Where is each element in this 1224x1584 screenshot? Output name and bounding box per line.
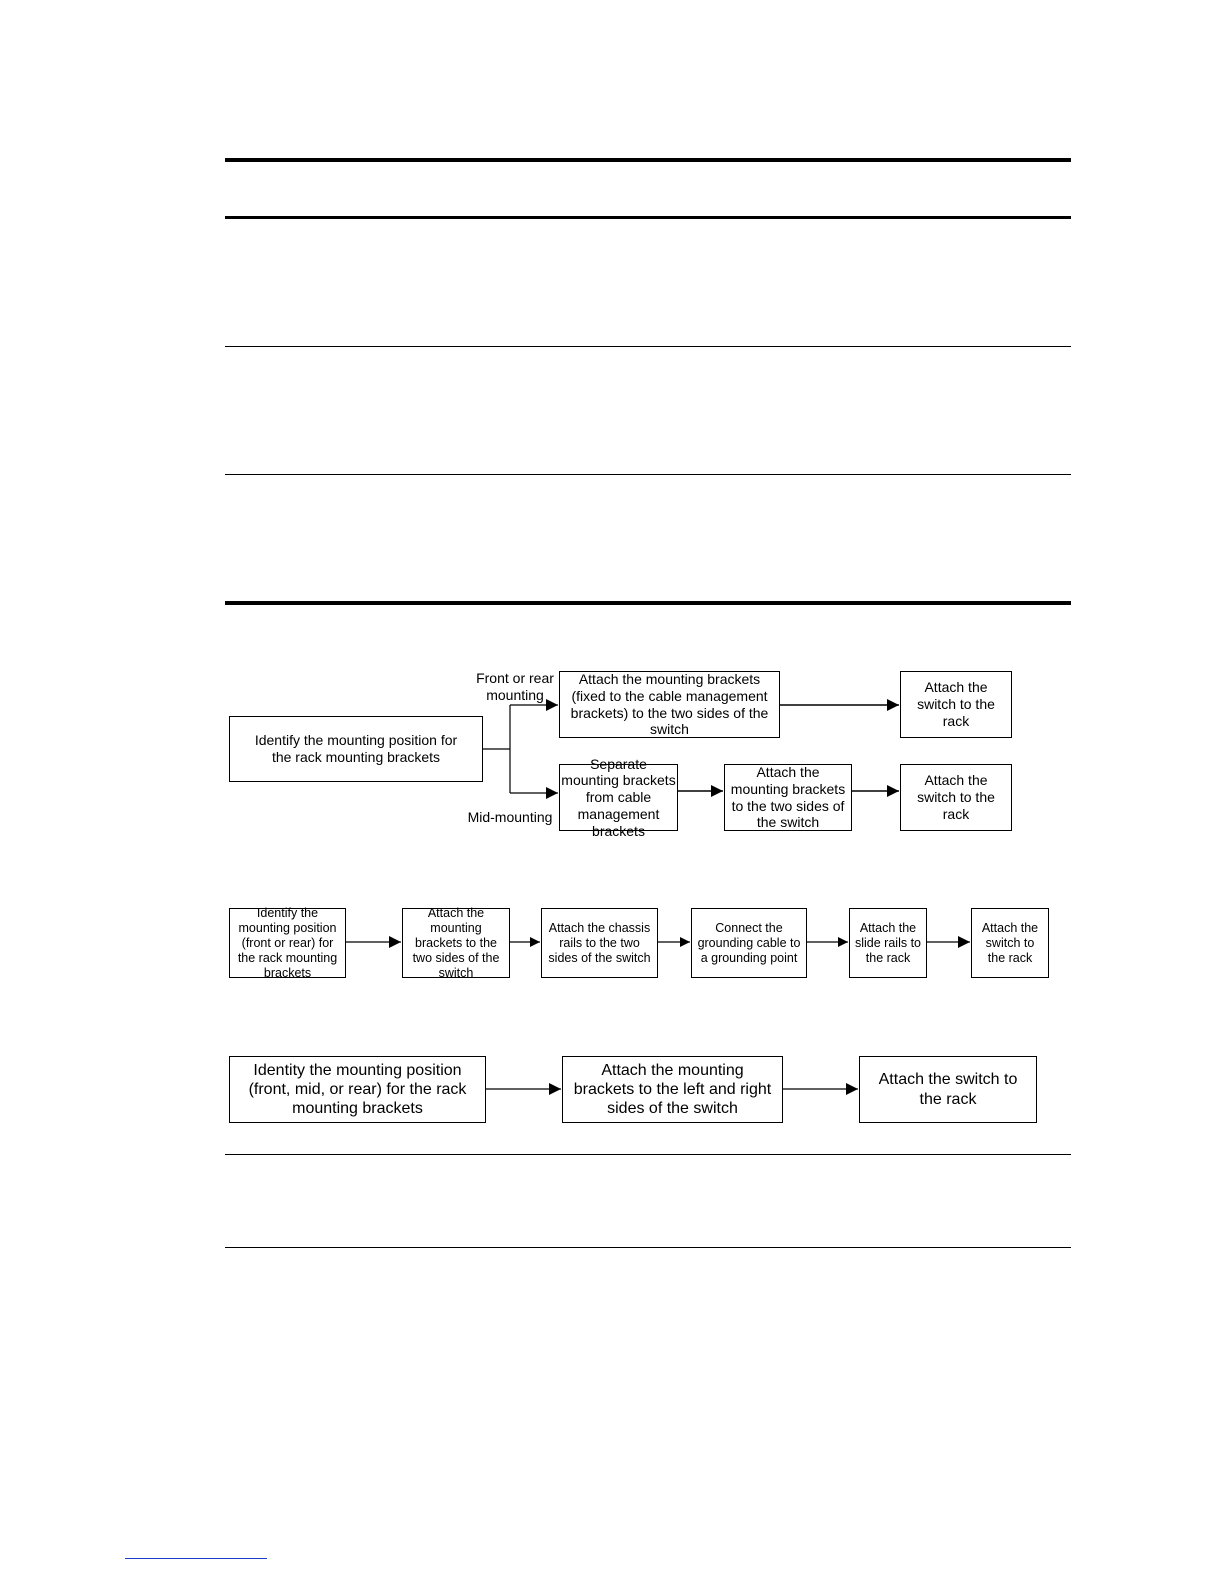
flow1-start-box: Identify the mounting position for the rack mounting brackets bbox=[229, 716, 483, 782]
flow1-front-rear-step2: Attach the switch to the rack bbox=[900, 671, 1012, 738]
flow3-step2: Attach the mounting brackets to the left and right sides of the switch bbox=[562, 1056, 783, 1123]
flow1-mid-step2: Attach the mounting brackets to the two sides of the switch bbox=[724, 764, 852, 831]
flow2-step2: Attach the mounting brackets to the two sides of the switch bbox=[402, 908, 510, 978]
front-rear-mounting-label: Front or rear mounting bbox=[476, 670, 554, 703]
table-row-divider bbox=[225, 346, 1071, 347]
flow1-front-rear-step1: Attach the mounting brackets (fixed to the cable management brackets) to the two sides of the switch bbox=[559, 671, 780, 738]
table-bottom-rule bbox=[225, 1247, 1071, 1248]
flow2-step4: Connect the grounding cable to a grounding point bbox=[691, 908, 807, 978]
table-top-rule bbox=[225, 1154, 1071, 1155]
flow2-step3: Attach the chassis rails to the two sides of the switch bbox=[541, 908, 658, 978]
flow3-step1: Identity the mounting position (front, mid, or rear) for the rack mounting brackets bbox=[229, 1056, 486, 1123]
flow2-step1: Identify the mounting position (front or rear) for the rack mounting brackets bbox=[229, 908, 346, 978]
mid-mounting-label: Mid-mounting bbox=[467, 809, 553, 825]
table-row-divider bbox=[225, 474, 1071, 475]
flow1-mid-step1: Separate mounting brackets from cable management brackets bbox=[559, 764, 678, 831]
flow3-step3: Attach the switch to the rack bbox=[859, 1056, 1037, 1123]
table-header-rule bbox=[225, 216, 1071, 219]
flow2-step6: Attach the switch to the rack bbox=[971, 908, 1049, 978]
footnote-link-underline[interactable] bbox=[125, 1558, 267, 1559]
flow2-step5: Attach the slide rails to the rack bbox=[849, 908, 927, 978]
table-top-rule bbox=[225, 158, 1071, 162]
flow1-mid-step3: Attach the switch to the rack bbox=[900, 764, 1012, 831]
table-bottom-rule bbox=[225, 601, 1071, 605]
